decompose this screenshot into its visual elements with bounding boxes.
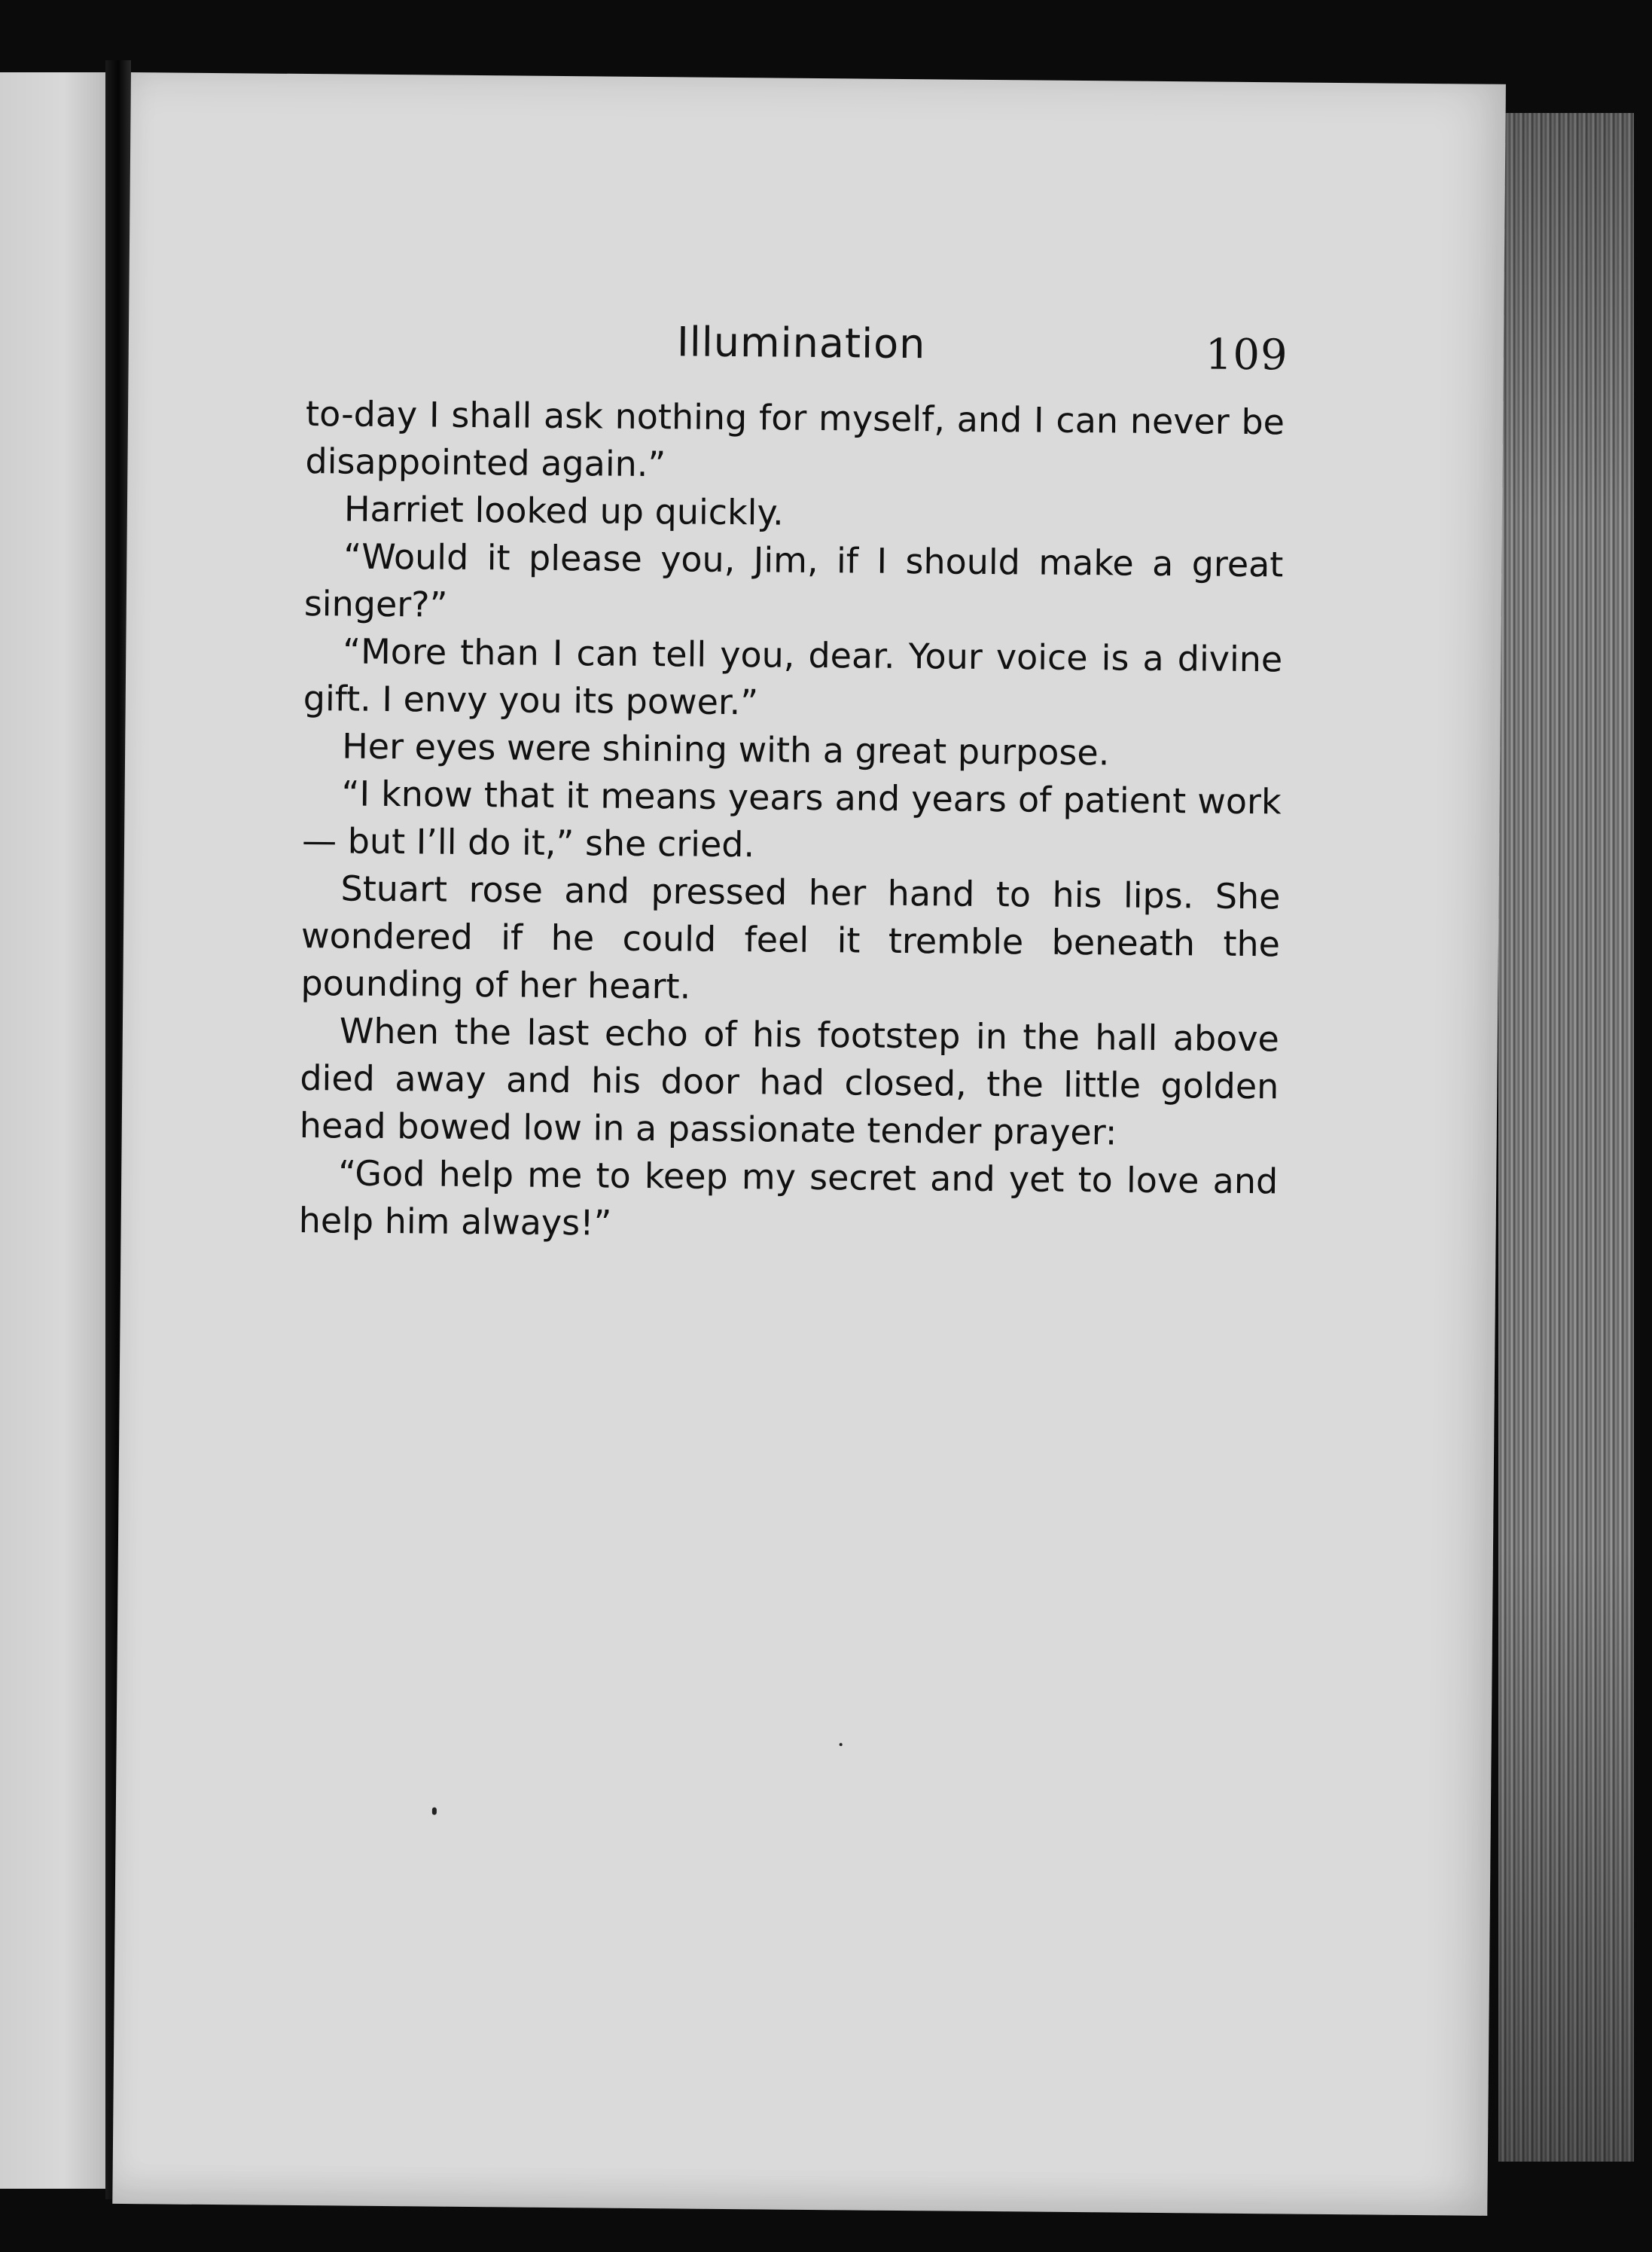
chapter-title: Illumination [676, 318, 926, 368]
paragraph: Stuart rose and pressed her hand to his lips. She wondered if he could feel it tremble beneath the pounding of her heart. [300, 868, 1281, 1007]
ink-speck [840, 1743, 843, 1746]
paragraph: to-day I shall ask nothing for myself, and I can never be disappointed again.” [305, 393, 1285, 485]
page-number: 109 [1205, 330, 1288, 380]
running-head [128, 313, 1504, 393]
body-text [298, 390, 1285, 1253]
paragraph: “God help me to keep my secret and yet to love and help him always!” [298, 1152, 1279, 1243]
paragraph: When the last echo of his footstep in the hall above died away and his door had closed, the little golden head bowed low in a passionate tender prayer: [299, 1010, 1280, 1153]
page-stack-shadow [1498, 113, 1634, 2162]
paragraph: “More than I can tell you, dear. Your voice is a divine gift. I envy you its power.” [303, 630, 1283, 723]
paragraph: Her eyes were shining with a great purpose. [341, 725, 1110, 774]
ink-speck [432, 1808, 437, 1815]
facing-page-edge [0, 72, 105, 2189]
paragraph: Harriet looked up quickly. [343, 488, 784, 533]
paragraph: “Would it please you, Jim, if I should make a great singer?” [303, 536, 1284, 625]
paragraph: “I know that it means years and years of patient work — but I’ll do it,” she cried. [301, 773, 1282, 865]
book-page [112, 72, 1506, 2216]
